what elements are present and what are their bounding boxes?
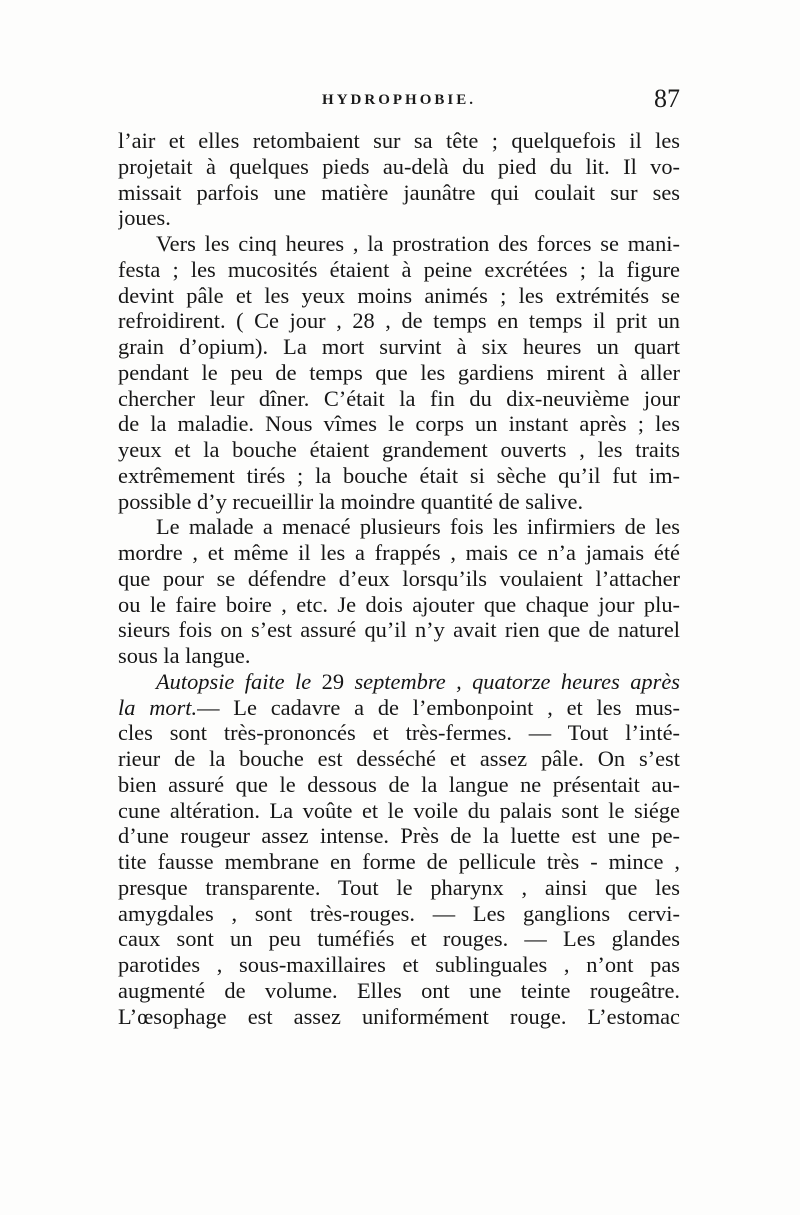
- autopsy-heading-end: la mort.: [118, 694, 198, 720]
- text-line: rieur de la bouche est desséché et assez pâle. On s’est: [118, 746, 680, 771]
- text-line: pendant le peu de temps que les gardiens mirent à aller: [118, 359, 680, 385]
- text-line: tite fausse membrane en forme de pellicule très - mince ,: [118, 849, 680, 874]
- text-line: yeux et la bouche étaient grandement ouverts , les traits: [118, 437, 680, 462]
- text-line: que pour se défendre d’eux lorsqu’ils voulaient l’attacher: [118, 565, 680, 591]
- paragraph: [118, 128, 680, 231]
- autopsy-heading-date: 29: [311, 668, 355, 694]
- text-line: joues.: [118, 205, 171, 231]
- text-line: amygdales , sont très-rouges. — Les ganglions cervi-: [118, 900, 680, 926]
- text-line: cune altération. La voûte et le voile du palais sont le siége: [118, 797, 680, 823]
- text-line: sieurs fois on s’est assuré qu’il n’y avait rien que de naturel: [118, 617, 680, 643]
- text-line: bien assuré que le dessous de la langue ne présentait au-: [118, 771, 680, 797]
- autopsy-heading-italic-2: septembre , quatorze heures après: [354, 668, 680, 694]
- text-line: devint pâle et les yeux moins animés ; les extrémités se: [118, 282, 680, 308]
- body-text: [118, 128, 680, 1029]
- text-line: parotides , sous-maxillaires et sublinguales , n’ont pas: [118, 952, 680, 977]
- text-line: chercher leur dîner. C’était la fin du dix-neuvième jour: [118, 385, 680, 411]
- text-line: extrêmement tirés ; la bouche était si sèche qu’il fut im-: [118, 462, 680, 488]
- autopsy-heading-line: [118, 669, 680, 695]
- text-line: caux sont un peu tuméfiés et rouges. — Les glandes: [118, 926, 680, 952]
- page-number: 87: [654, 84, 680, 113]
- text-line: Vers les cinq heures , la prostration des forces se mani-: [156, 231, 680, 256]
- text-line: l’air et elles retombaient sur sa tête ; quelquefois il les: [118, 128, 680, 153]
- text-line: Le malade a menacé plusieurs fois les infirmiers de les: [156, 514, 680, 540]
- text-line: projetait à quelques pieds au-delà du pied du lit. Il vo-: [118, 153, 680, 179]
- autopsy-text-start: — Le cadavre a de l’embonpoint , et les mus-: [197, 694, 680, 720]
- text-line: de la maladie. Nous vîmes le corps un instant après ; les: [118, 411, 680, 437]
- paragraph: [118, 231, 680, 514]
- text-line: ou le faire boire , etc. Je dois ajouter que chaque jour plu-: [118, 591, 680, 617]
- autopsy-heading-italic: Autopsie faite le: [156, 668, 312, 694]
- text-line: cles sont très-prononcés et très-fermes. — Tout l’inté-: [118, 720, 680, 746]
- text-line: [118, 695, 680, 721]
- text-line: festa ; les mucosités étaient à peine excrétées ; la figure: [118, 256, 680, 282]
- paragraph-autopsy: [118, 669, 680, 1030]
- text-line: L’œsophage est assez uniformément rouge. L’estomac: [118, 1003, 680, 1029]
- paragraph: [118, 514, 680, 669]
- text-line: refroidirent. ( Ce jour , 28 , de temps en temps il prit un: [118, 308, 680, 334]
- text-line: d’une rougeur assez intense. Près de la luette est une pe-: [118, 823, 680, 849]
- text-line: possible d’y recueillir la moindre quantité de salive.: [118, 488, 584, 514]
- page-header: [118, 84, 680, 122]
- text-line: missait parfois une matière jaunâtre qui coulait sur ses: [118, 179, 680, 205]
- text-line: mordre , et même il les a frappés , mais ce n’a jamais été: [118, 540, 680, 565]
- text-line: grain d’opium). La mort survint à six heures un quart: [118, 334, 680, 359]
- running-head: HYDROPHOBIE.: [322, 92, 476, 108]
- text-line: sous la langue.: [118, 643, 251, 668]
- text-line: augmenté de volume. Elles ont une teinte rougeâtre.: [118, 977, 680, 1003]
- text-line: presque transparente. Tout le pharynx , ainsi que les: [118, 874, 680, 900]
